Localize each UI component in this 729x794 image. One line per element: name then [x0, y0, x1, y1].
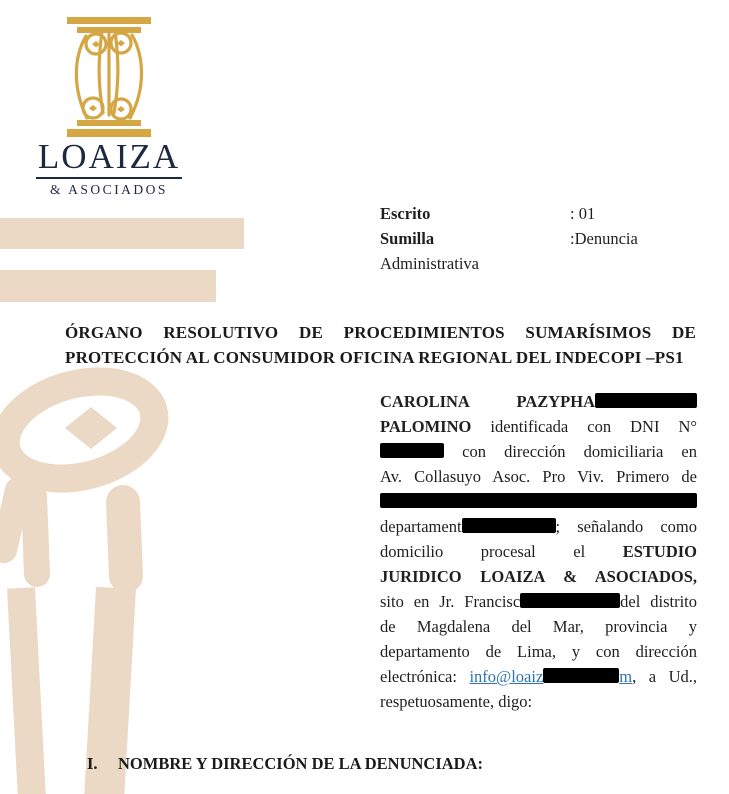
email-link[interactable]: info@loaiz: [469, 667, 544, 686]
complainant-paragraph: [380, 389, 697, 714]
paragraph-line: [380, 389, 697, 414]
text-segment: departamento de Lima, y con dirección: [380, 642, 697, 661]
section-numeral: I.: [87, 754, 98, 773]
paragraph-line: [380, 639, 697, 664]
paragraph-line: [380, 489, 697, 514]
addressee-header-line2: PROTECCIÓN AL CONSUMIDOR OFICINA REGIONAL DEL INDECOPI –PS1: [65, 348, 684, 367]
paragraph-line: [380, 689, 697, 714]
text-segment: electrónica:: [380, 667, 470, 686]
text-segment: CAROLINA PAZYPHA: [380, 392, 595, 411]
text-segment: Av. Collasuyo Asoc. Pro Viv. Primero de: [380, 467, 697, 486]
paragraph-line: [380, 589, 697, 614]
paragraph-line: [380, 614, 697, 639]
text-segment: ESTUDIO: [622, 542, 697, 561]
paragraph-line: [380, 664, 697, 689]
column-logo-icon: [61, 6, 157, 138]
redaction-bar: [462, 518, 556, 533]
addressee-header-line1: ÓRGANO RESOLUTIVO DE PROCEDIMIENTOS SUMARÍSIMOS DE: [65, 323, 696, 342]
law-firm-logo: [34, 6, 184, 198]
escrito-value: : 01: [570, 204, 596, 223]
sumilla-row: [380, 226, 697, 251]
text-segment: PALOMINO: [380, 417, 472, 436]
text-segment: identificada con DNI N°: [471, 417, 697, 436]
sumilla-value-wrap: Administrativa: [380, 254, 479, 273]
addressee-header: [65, 320, 696, 370]
section-title: NOMBRE Y DIRECCIÓN DE LA DENUNCIADA:: [118, 754, 484, 773]
logo-wordmark: LOAIZA: [37, 137, 181, 176]
text-segment: respetuosamente, digo:: [380, 692, 533, 711]
text-segment: ; señalando como: [555, 517, 697, 536]
sumilla-value: :Denuncia: [570, 229, 638, 248]
paragraph-line: [380, 514, 697, 539]
redaction-bar: [520, 593, 620, 608]
text-segment: de Magdalena del Mar, provincia y: [380, 617, 697, 636]
redaction-bar: [380, 443, 444, 458]
redaction-bar: [543, 668, 619, 683]
text-segment: sito en Jr. Francisc: [380, 592, 521, 611]
sumilla-label: Sumilla: [380, 229, 435, 248]
email-link[interactable]: m: [619, 667, 633, 686]
filing-meta: [380, 201, 697, 276]
paragraph-line: [380, 439, 697, 464]
escrito-row: [380, 201, 697, 226]
text-segment: del distrito: [620, 592, 697, 611]
section-heading: [87, 754, 483, 774]
logo-divider: [36, 177, 182, 179]
text-segment: domicilio procesal el: [380, 542, 623, 561]
escrito-label: Escrito: [380, 204, 431, 223]
paragraph-line: [380, 564, 697, 589]
paragraph-line: [380, 464, 697, 489]
redaction-bar: [380, 493, 697, 508]
paragraph-line: [380, 539, 697, 564]
text-segment: , a Ud.,: [632, 667, 697, 686]
text-segment: JURIDICO LOAIZA & ASOCIADOS,: [380, 567, 697, 586]
paragraph-line: [380, 414, 697, 439]
text-segment: con dirección domiciliaria en: [444, 442, 697, 461]
redaction-bar: [595, 393, 697, 408]
text-segment: departament: [380, 517, 462, 536]
logo-subtitle: & ASOCIADOS: [50, 182, 168, 197]
